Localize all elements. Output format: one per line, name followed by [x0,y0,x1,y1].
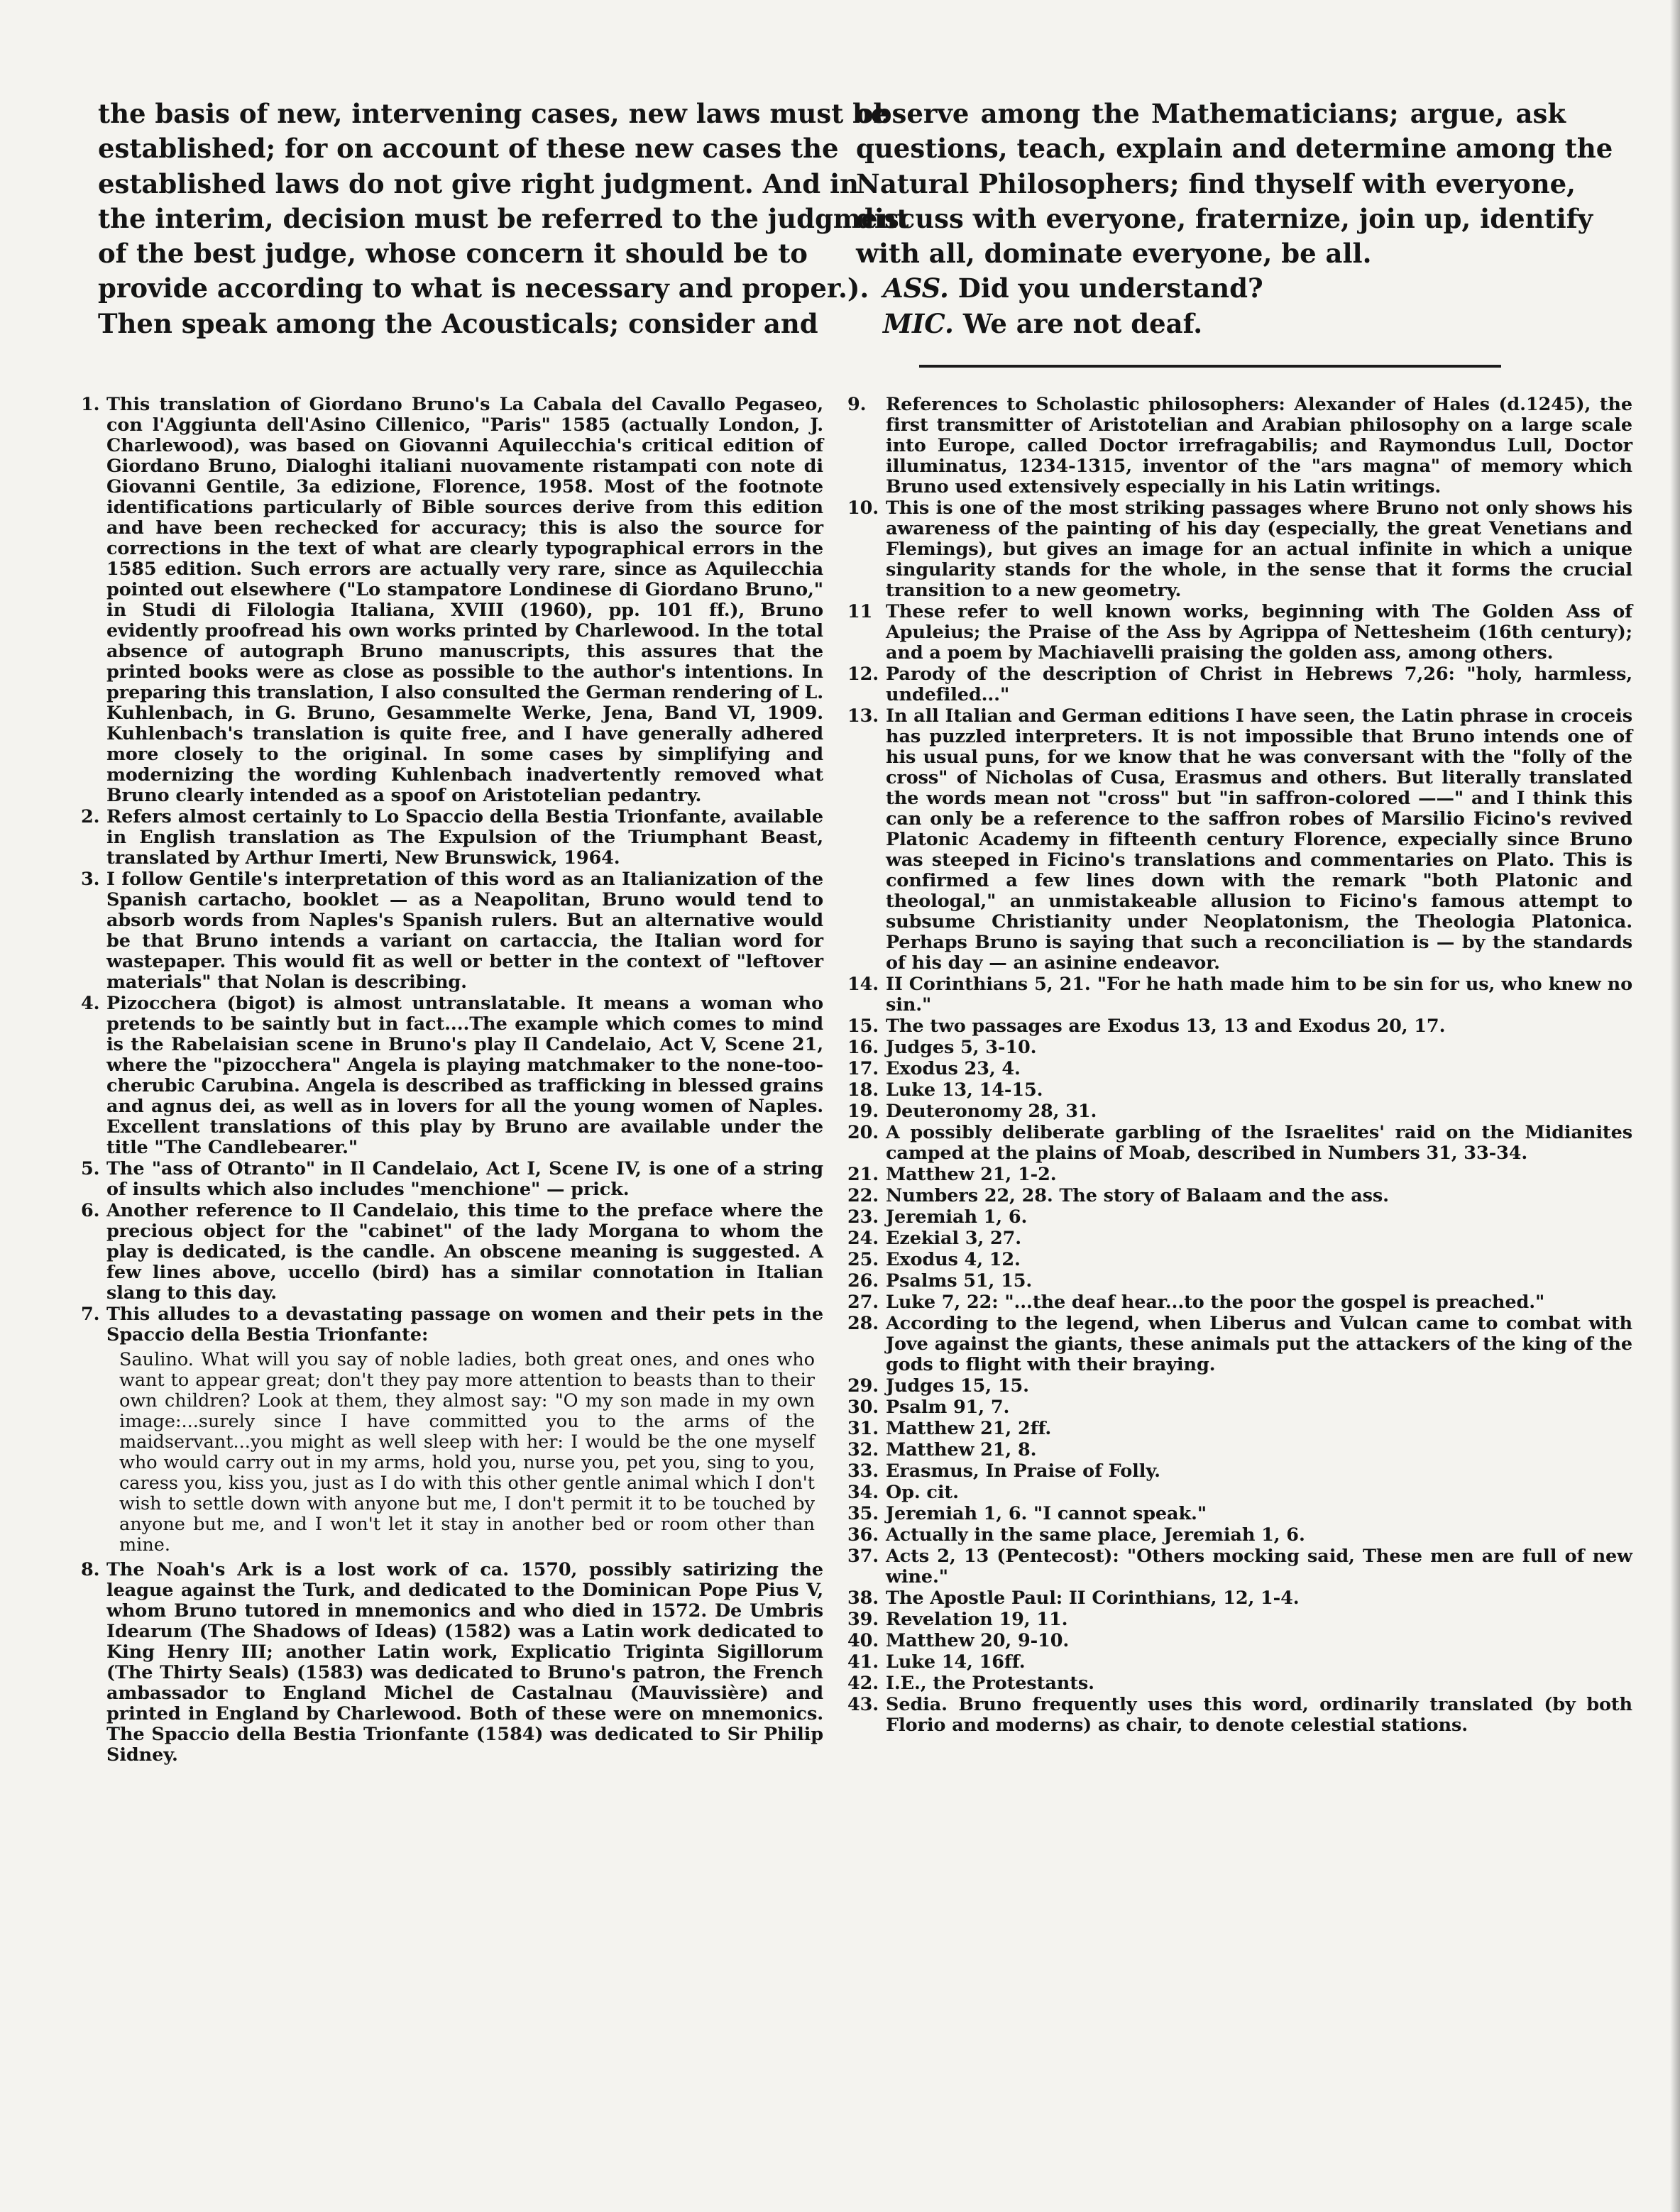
footnote [74,1304,823,1346]
footnote [845,1482,1632,1503]
footnote [845,1292,1632,1313]
footnote-text: Parody of the description of Christ in Hebrews 7,26: "holy, harmless, undefiled..." [886,664,1632,705]
footnote [845,1504,1632,1524]
footnote [845,1271,1632,1292]
footnote [845,706,1632,974]
footnote [74,869,823,993]
footnote [845,1038,1632,1058]
footnote [845,498,1632,601]
body-line: the interim, decision must be referred to the judgment [98,202,909,234]
body-line: established laws do not give right judgment. And in [98,167,859,199]
body-line: Then speak among the Acousticals; consider and [98,307,818,339]
footnote-number: 27. [847,1292,879,1313]
footnote-number: 1. [81,394,100,415]
footnote [845,1080,1632,1101]
footnote-number: 6. [81,1200,100,1221]
footnote-text: Luke 13, 14-15. [886,1079,1043,1101]
footnote [845,1314,1632,1375]
footnote [845,1588,1632,1609]
footnote-number: 4. [81,993,100,1014]
footnote-text: The "ass of Otranto" in Il Candelaio, Act I, Scene IV, is one of a string of insults which also includes "menchione" — prick. [106,1158,823,1200]
footnote-text: Numbers 22, 28. The story of Balaam and the ass. [886,1185,1389,1206]
footnote [845,1631,1632,1651]
footnote-text: Jeremiah 1, 6. "I cannot speak." [886,1503,1207,1524]
footnote-number: 12. [847,664,879,685]
footnote-text: References to Scholastic philosophers: Alexander of Hales (d.1245), the first transmitter of Aristotelian and Arabian philosophy on a large scale into Europe, called Doctor irrefragabilis; and Raymondus Lull, Doctor illuminatus, 1234-1315, inventor of the "ars magna" of memory which Bruno used extensively especially in his Latin writings. [886,394,1632,497]
footnote-number: 7. [81,1304,100,1325]
footnote-number: 34. [847,1482,879,1503]
footnote-text: Another reference to Il Candelaio, this time to the preface where the precious object for the "cabinet" of the lady Morgana to whom the play is dedicated, is the candle. An obscene meaning is suggested. A few lines above, uccello (bird) has a similar connotation in Italian slang to this day. [106,1200,823,1304]
footnote-text: Matthew 20, 9-10. [886,1630,1070,1651]
footnote-number: 16. [847,1037,879,1058]
footnote-number: 11 [847,601,873,622]
dialogue-line [856,307,1566,341]
footnote-number: 28. [847,1313,879,1334]
footnote [74,1201,823,1304]
footnote [845,1461,1632,1482]
footnote-text: This translation of Giordano Bruno's La Cabala del Cavallo Pegaseo, con l'Aggiunta dell'Asino Cillenico, "Paris" 1585 (actually London, J. Charlewood), was based on Giovanni Aquilecchia's critical edition of Giordano Bruno, Dialoghi italiani nuovamente ristampati con note di Giovanni Gentile, 3a edizione, Florence, 1958. Most of the footnote identifications particularly of Bible sources derive from this edition and have been rechecked for accuracy; this is also the source for corrections in the text of what are clearly typographical errors in the 1585 edition. Such errors are actually very rare, since as Aquilecchia pointed out elsewhere ("Lo stampatore Londinese di Giordano Bruno," in Studi di Filologia Italiana, XVIII (1960), pp. 101 ff.), Bruno evidently proofread his own works printed by Charlewood. In the total absence of autograph Bruno manuscripts, this assures that the printed books were as close as possible to the author's intentions. In preparing this translation, I also consulted the German rendering of L. Kuhlenbach, in G. Bruno, Gesammelte Werke, Jena, Band VI, 1909. Kuhlenbach's translation is quite free, and I have generally adhered more closely to the original. In some cases by simplifying and modernizing the wording Kuhlenbach inadvertently removed what Bruno clearly intended as a spoof on Aristotelian pedantry. [106,394,823,806]
footnote-number: 21. [847,1164,879,1185]
footnote [845,1207,1632,1228]
body-line: established; for on account of these new cases the [98,133,839,165]
footnote-text: I.E., the Protestants. [886,1673,1094,1694]
footnote-text: Erasmus, In Praise of Folly. [886,1460,1160,1482]
body-line: Natural Philosophers; find thyself with everyone, [856,167,1576,199]
footnote-text: Matthew 21, 8. [886,1439,1037,1460]
footnotes-left-column [74,395,823,1766]
footnote-text: Matthew 21, 1-2. [886,1164,1057,1185]
footnote [845,1419,1632,1439]
footnote-number: 14. [847,974,879,995]
footnote [845,1652,1632,1673]
footnote-number: 36. [847,1524,879,1546]
footnote-text: The Noah's Ark is a lost work of ca. 1570, possibly satirizing the league against the Turk, and dedicated to the Dominican Pope Pius V, whom Bruno tutored in mnemonics and who died in 1572. De Umbris Idearum (The Shadows of Ideas) (1582) was a Latin work dedicated to King Henry III; another Latin work, Explicatio Triginta Sigillorum (The Thirty Seals) (1583) was dedicated to Bruno's patron, the French ambassador to England Michel de Castalnau (Mauvissière) and printed in England by Charlewood. Both of these were on mnemonics. The Spaccio della Bestia Trionfante (1584) was dedicated to Sir Philip Sidney. [106,1559,823,1766]
footnote-number: 40. [847,1630,879,1651]
footnote-text: Psalms 51, 15. [886,1270,1033,1292]
footnote-number: 13. [847,705,879,727]
footnote-text: Luke 7, 22: "...the deaf hear...to the poor the gospel is preached." [886,1292,1545,1313]
block-quote: Saulino. What will you say of noble ladies, both great ones, and ones who want to appear great; don't they pay more attention to beasts than to their own children? Look at them, they almost say: "O my son made in my own image:...surely since I have committed you to the arms of the maidservant...you might as well sleep with her: I would be the one myself who would carry out in my arms, hold you, nurse you, pet you, sing to you, caress you, kiss you, just as I do with this other gentle animal which I don't wish to settle down with anyone but me, I don't permit it to be touched by anyone but me, and I won't let it stay in another bed or room other than mine. [119,1349,815,1556]
footnote-text: Op. cit. [886,1482,959,1503]
footnote-number: 2. [81,806,100,827]
footnote-text: Deuteronomy 28, 31. [886,1101,1097,1122]
footnote [845,1673,1632,1694]
footnote [845,1228,1632,1249]
footnote [74,395,823,806]
footnote-text: This alludes to a devastating passage on women and their pets in the Spaccio della Bestia Trionfante: [106,1304,823,1346]
page-edge-shadow [1670,0,1680,2212]
footnote-number: 32. [847,1439,879,1460]
dialogue-text: Did you understand? [948,273,1263,304]
footnote [845,1186,1632,1206]
footnote-number: 23. [847,1206,879,1228]
footnote-number: 3. [81,869,100,890]
footnote-text: A possibly deliberate garbling of the Israelites' raid on the Midianites camped at the plains of Moab, described in Numbers 31, 33-34. [886,1122,1632,1164]
footnote-number: 26. [847,1270,879,1292]
footnote-text: Exodus 4, 12. [886,1249,1021,1270]
footnote [74,807,823,869]
dialogue-line [856,271,1566,306]
footnote [845,1376,1632,1397]
footnotes-right-column [845,395,1632,1737]
footnote [845,664,1632,705]
body-line: discuss with everyone, fraternize, join up, identify [856,202,1593,234]
footnote-text: I follow Gentile's interpretation of this word as an Italianization of the Spanish cartacho, booklet — as a Neapolitan, Bruno would tend to absorb words from Naples's Spanish rulers. But an alternative would be that Bruno intends a variant on cartaccia, the Italian word for wastepaper. This would fit as well or better in the context of "leftover materials" that Nolan is describing. [106,869,823,993]
footnote-number: 33. [847,1460,879,1482]
footnote-text: Ezekial 3, 27. [886,1228,1022,1249]
footnote-text: Matthew 21, 2ff. [886,1418,1052,1439]
body-line: with all, dominate everyone, be all. [856,238,1372,270]
footnote [845,1546,1632,1588]
body-line: observe among the Mathematicians; argue, ask [856,98,1566,129]
footnote-number: 35. [847,1503,879,1524]
footnote-text: Refers almost certainly to Lo Spaccio della Bestia Trionfante, available in English translation as The Expulsion of the Triumphant Beast, translated by Arthur Imerti, New Brunswick, 1964. [106,806,823,869]
footnote-text: Sedia. Bruno frequently uses this word, ordinarily translated (by both Florio and moderns) as chair, to denote celestial stations. [886,1694,1632,1736]
body-text-right-column [856,97,1613,341]
footnote [845,974,1632,1016]
footnote-number: 31. [847,1418,879,1439]
footnote-number: 25. [847,1249,879,1270]
footnote-text: II Corinthians 5, 21. "For he hath made him to be sin for us, who knew no sin." [886,974,1632,1016]
body-line: of the best judge, whose concern it should be to [98,238,808,270]
footnote-number: 9. [847,394,867,415]
footnote-number: 20. [847,1122,879,1143]
footnote-number: 17. [847,1058,879,1079]
footnote-number: 8. [81,1559,100,1580]
footnote [845,1695,1632,1736]
footnote [845,1250,1632,1270]
footnote [845,1016,1632,1037]
footnote-number: 39. [847,1609,879,1630]
footnote-text: Exodus 23, 4. [886,1058,1021,1079]
footnote-number: 15. [847,1016,879,1037]
footnote-text: These refer to well known works, beginning with The Golden Ass of Apuleius; the Praise of the Ass by Agrippa of Nettesheim (16th century); and a poem by Machiavelli praising the golden ass, among others. [886,601,1632,664]
footnote-text: Revelation 19, 11. [886,1609,1068,1630]
footnote [845,1610,1632,1630]
body-line: the basis of new, intervening cases, new laws must be [98,98,888,129]
footnote [845,1440,1632,1460]
body-text-left-column [98,97,909,341]
footnote [74,1560,823,1766]
footnote [845,1397,1632,1418]
footnote [845,1101,1632,1122]
footnote-text: According to the legend, when Liberus and Vulcan came to combat with Jove against the giants, these animals put the attackers of the king of the gods to flight with their braying. [886,1313,1632,1375]
footnote-number: 38. [847,1588,879,1609]
dialogue-speaker: ASS. [883,273,949,304]
footnote-number: 19. [847,1101,879,1122]
footnote-number: 18. [847,1079,879,1101]
footnote-text: Judges 5, 3-10. [886,1037,1037,1058]
footnote-number: 5. [81,1158,100,1179]
footnote-text: Judges 15, 15. [886,1375,1029,1397]
footnote-number: 29. [847,1375,879,1397]
footnote-text: This is one of the most striking passages where Bruno not only shows his awareness of the painting of his day (especially, the great Venetians and Flemings), but gives an image for an actual infinite in which a unique singularity stands for the whole, in the sense that it forms the crucial transition to a new geometry. [886,497,1632,601]
footnote-text: In all Italian and German editions I have seen, the Latin phrase in croceis has puzzled interpreters. It is not impossible that Bruno intends one of his usual puns, for we know that he was conversant with the "folly of the cross" of Nicholas of Cusa, Erasmus and others. But literally translated the words mean not "cross" but "in saffron-colored ——" and I think this can only be a reference to the saffron robes of Marsilio Ficino's revived Platonic Academy in fifteenth century Florence, expecially since Bruno was steeped in Ficino's translations and commentaries on Plato. This is confirmed a few lines down with the remark "both Platonic and theologal," an unmistakeable allusion to Ficino's famous attempt to subsume Christianity under Neoplatonism, the Theologia Platonica. Perhaps Bruno is saying that such a reconciliation is — by the standards of his day — an asinine endeavor. [886,705,1632,974]
footnote [845,1123,1632,1164]
footnote-number: 10. [847,497,879,519]
section-divider [919,365,1501,368]
footnote-number: 37. [847,1546,879,1567]
footnote-text: The Apostle Paul: II Corinthians, 12, 1-4. [886,1588,1300,1609]
footnote-number: 22. [847,1185,879,1206]
footnote-number: 30. [847,1397,879,1418]
footnote [74,994,823,1158]
footnote-number: 42. [847,1673,879,1694]
footnote-number: 43. [847,1694,879,1715]
footnote-number: 24. [847,1228,879,1249]
body-line: provide according to what is necessary and proper.). [98,273,869,304]
footnote-text: The two passages are Exodus 13, 13 and Exodus 20, 17. [886,1016,1446,1037]
footnote-text: Psalm 91, 7. [886,1397,1010,1418]
footnote-text: Actually in the same place, Jeremiah 1, 6. [886,1524,1305,1546]
footnote-number: 41. [847,1651,879,1673]
footnote [845,1059,1632,1079]
footnote-text: Jeremiah 1, 6. [886,1206,1028,1228]
dialogue-text: We are not deaf. [953,307,1203,339]
footnote [845,1525,1632,1546]
footnote-text: Pizocchera (bigot) is almost untranslatable. It means a woman who pretends to be saintly but in fact....The example which comes to mind is the Rabelaisian scene in Bruno's play Il Candelaio, Act V, Scene 21, where the "pizocchera" Angela is playing matchmaker to the none-too-cherubic Carubina. Angela is described as trafficking in blessed grains and agnus dei, as well as in lovers for all the young women of Naples. Excellent translations of this play by Bruno are available under the title "The Candlebearer." [106,993,823,1158]
body-line: questions, teach, explain and determine among the [856,133,1613,165]
dialogue-speaker: MIC. [883,307,954,339]
footnote [845,1165,1632,1185]
footnote [74,1159,823,1200]
footnote-text: Acts 2, 13 (Pentecost): "Others mocking said, These men are full of new wine." [886,1546,1632,1588]
footnote-text: Luke 14, 16ff. [886,1651,1026,1673]
footnote [845,602,1632,664]
footnote [845,395,1632,497]
